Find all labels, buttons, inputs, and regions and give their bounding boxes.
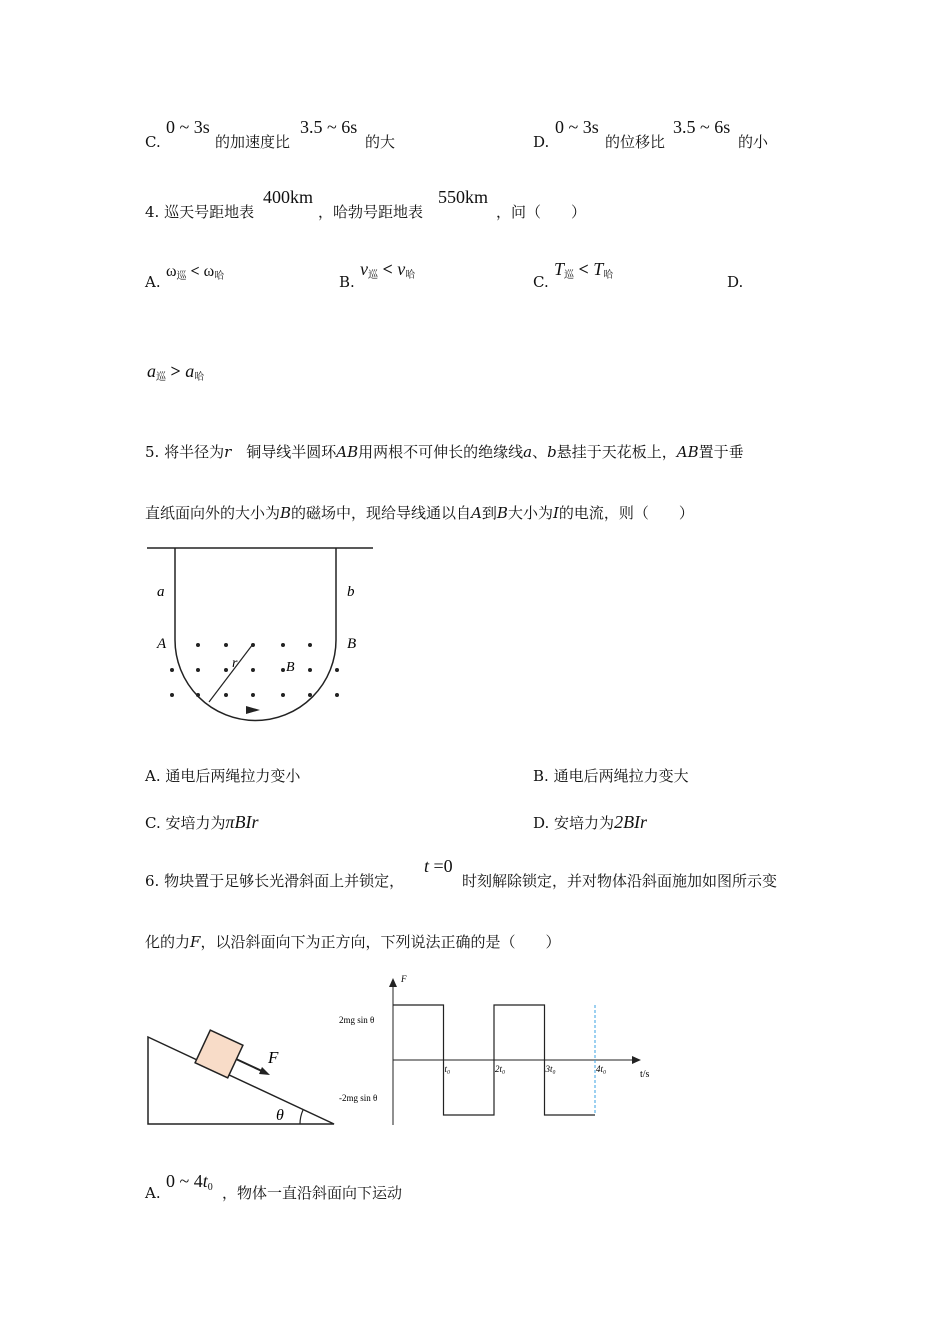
q4-stem-c: ，问（ ） — [496, 203, 587, 221]
incline-figure — [140, 1025, 345, 1130]
label-a: a — [157, 584, 165, 600]
y-axis-arrow-icon — [389, 978, 397, 987]
q5-stem-line1: 5. 将半径为r 铜导线半圆环AB用两根不可伸长的绝缘线a、b悬挂于天花板上，AB置于垂 — [145, 443, 744, 461]
negative-force-label: -2mg sin θ — [339, 1093, 378, 1103]
label-field-B: B — [286, 660, 295, 675]
q4-stem-b: ，哈勃号距地表 — [318, 203, 424, 221]
q4-option-a-formula: $\omega_巡 < \omega_哈$ — [166, 263, 225, 282]
q6-option-a-letter: A. — [145, 1184, 161, 1202]
q5-option-c: C. 安培力为πBIr — [145, 812, 259, 832]
angle-label: θ — [276, 1107, 284, 1124]
q3-option-c-mid: 的加速度比 — [215, 133, 291, 151]
q3-option-c-end: 的大 — [365, 133, 396, 151]
label-r: r — [232, 656, 238, 671]
x-axis-label: t/s — [640, 1069, 650, 1080]
x-axis-arrow-icon — [632, 1056, 641, 1064]
x-tick-label: t₀ — [444, 1064, 451, 1074]
q3-option-d-letter: D. — [533, 133, 550, 151]
q4-option-a-letter: A. — [145, 273, 161, 291]
block — [195, 1030, 243, 1078]
q3-option-c-letter: C. — [145, 133, 161, 151]
q6-option-a-text: ，物体一直沿斜面向下运动 — [222, 1184, 403, 1202]
q4-stem-a: 4. 巡天号距地表 — [145, 203, 255, 221]
label-B: B — [347, 636, 357, 652]
label-b: b — [347, 584, 355, 600]
x-tick-labels — [445, 1064, 607, 1074]
q3-option-d-range-a: 0 ~ 3s — [555, 117, 599, 137]
x-tick-label: 3t₀ — [545, 1064, 556, 1074]
x-tick-label: 2t₀ — [495, 1064, 506, 1074]
q6-option-a-range: 0 ~ $4t_0$ — [166, 1171, 213, 1193]
q4-option-c-letter: C. — [533, 273, 549, 291]
q4-option-b-letter: B. — [339, 273, 355, 291]
q5-stem-line2: 直纸面向外的大小为B的磁场中，现给导线通以自A到B大小为I的电流，则（ ） — [145, 504, 694, 522]
q4-option-c-formula: $T_巡 < T_哈$ — [554, 259, 614, 281]
force-arrow-icon — [259, 1067, 270, 1075]
semicircle-ring-figure — [140, 540, 390, 730]
q4-option-d-letter: D. — [727, 273, 744, 291]
magnetic-field-dots — [170, 643, 339, 697]
x-tick-label: 4t₀ — [596, 1064, 607, 1074]
q6-stem-line1-b: 时刻解除锁定，并对物体沿斜面施加如图所示变 — [462, 872, 778, 890]
q4-option-d-formula: $a_巡 > a_哈$ — [147, 361, 205, 383]
angle-arc — [300, 1110, 303, 1124]
positive-force-label: 2mg sin θ — [339, 1015, 375, 1025]
q3-option-c-range-a: 0 ~ 3s — [166, 117, 210, 137]
q4-height-hubble: 550km — [438, 187, 489, 207]
q6-t-equals-zero: t =0 — [424, 856, 453, 876]
q6-stem-line2: 化的力F，以沿斜面向下为正方向，下列说法正确的是（ ） — [145, 933, 561, 951]
q3-option-d-mid: 的位移比 — [605, 133, 666, 151]
q6-stem-line1-a: 6. 物块置于足够长光滑斜面上并锁定， — [145, 872, 405, 890]
y-axis-label: F — [401, 974, 407, 984]
q3-option-c-range-b: 3.5 ~ 6s — [300, 117, 358, 137]
force-arrow-line — [236, 1059, 264, 1072]
q4-option-b-formula: $v_巡 < v_哈$ — [360, 259, 416, 281]
q3-option-d-end: 的小 — [738, 133, 769, 151]
q5-option-b: B. 通电后两绳拉力变大 — [533, 767, 689, 785]
radius-line — [209, 644, 253, 702]
q4-height-xuntian: 400km — [263, 187, 314, 207]
q3-option-d-range-b: 3.5 ~ 6s — [673, 117, 731, 137]
current-arrow-icon — [246, 706, 260, 714]
q5-option-a: A. 通电后两绳拉力变小 — [145, 767, 301, 785]
force-label: F — [268, 1048, 279, 1067]
label-A: A — [157, 636, 167, 652]
force-time-graph — [335, 970, 665, 1130]
q5-option-d: D. 安培力为2BIr — [533, 812, 648, 832]
semicircle-ring — [175, 640, 336, 721]
